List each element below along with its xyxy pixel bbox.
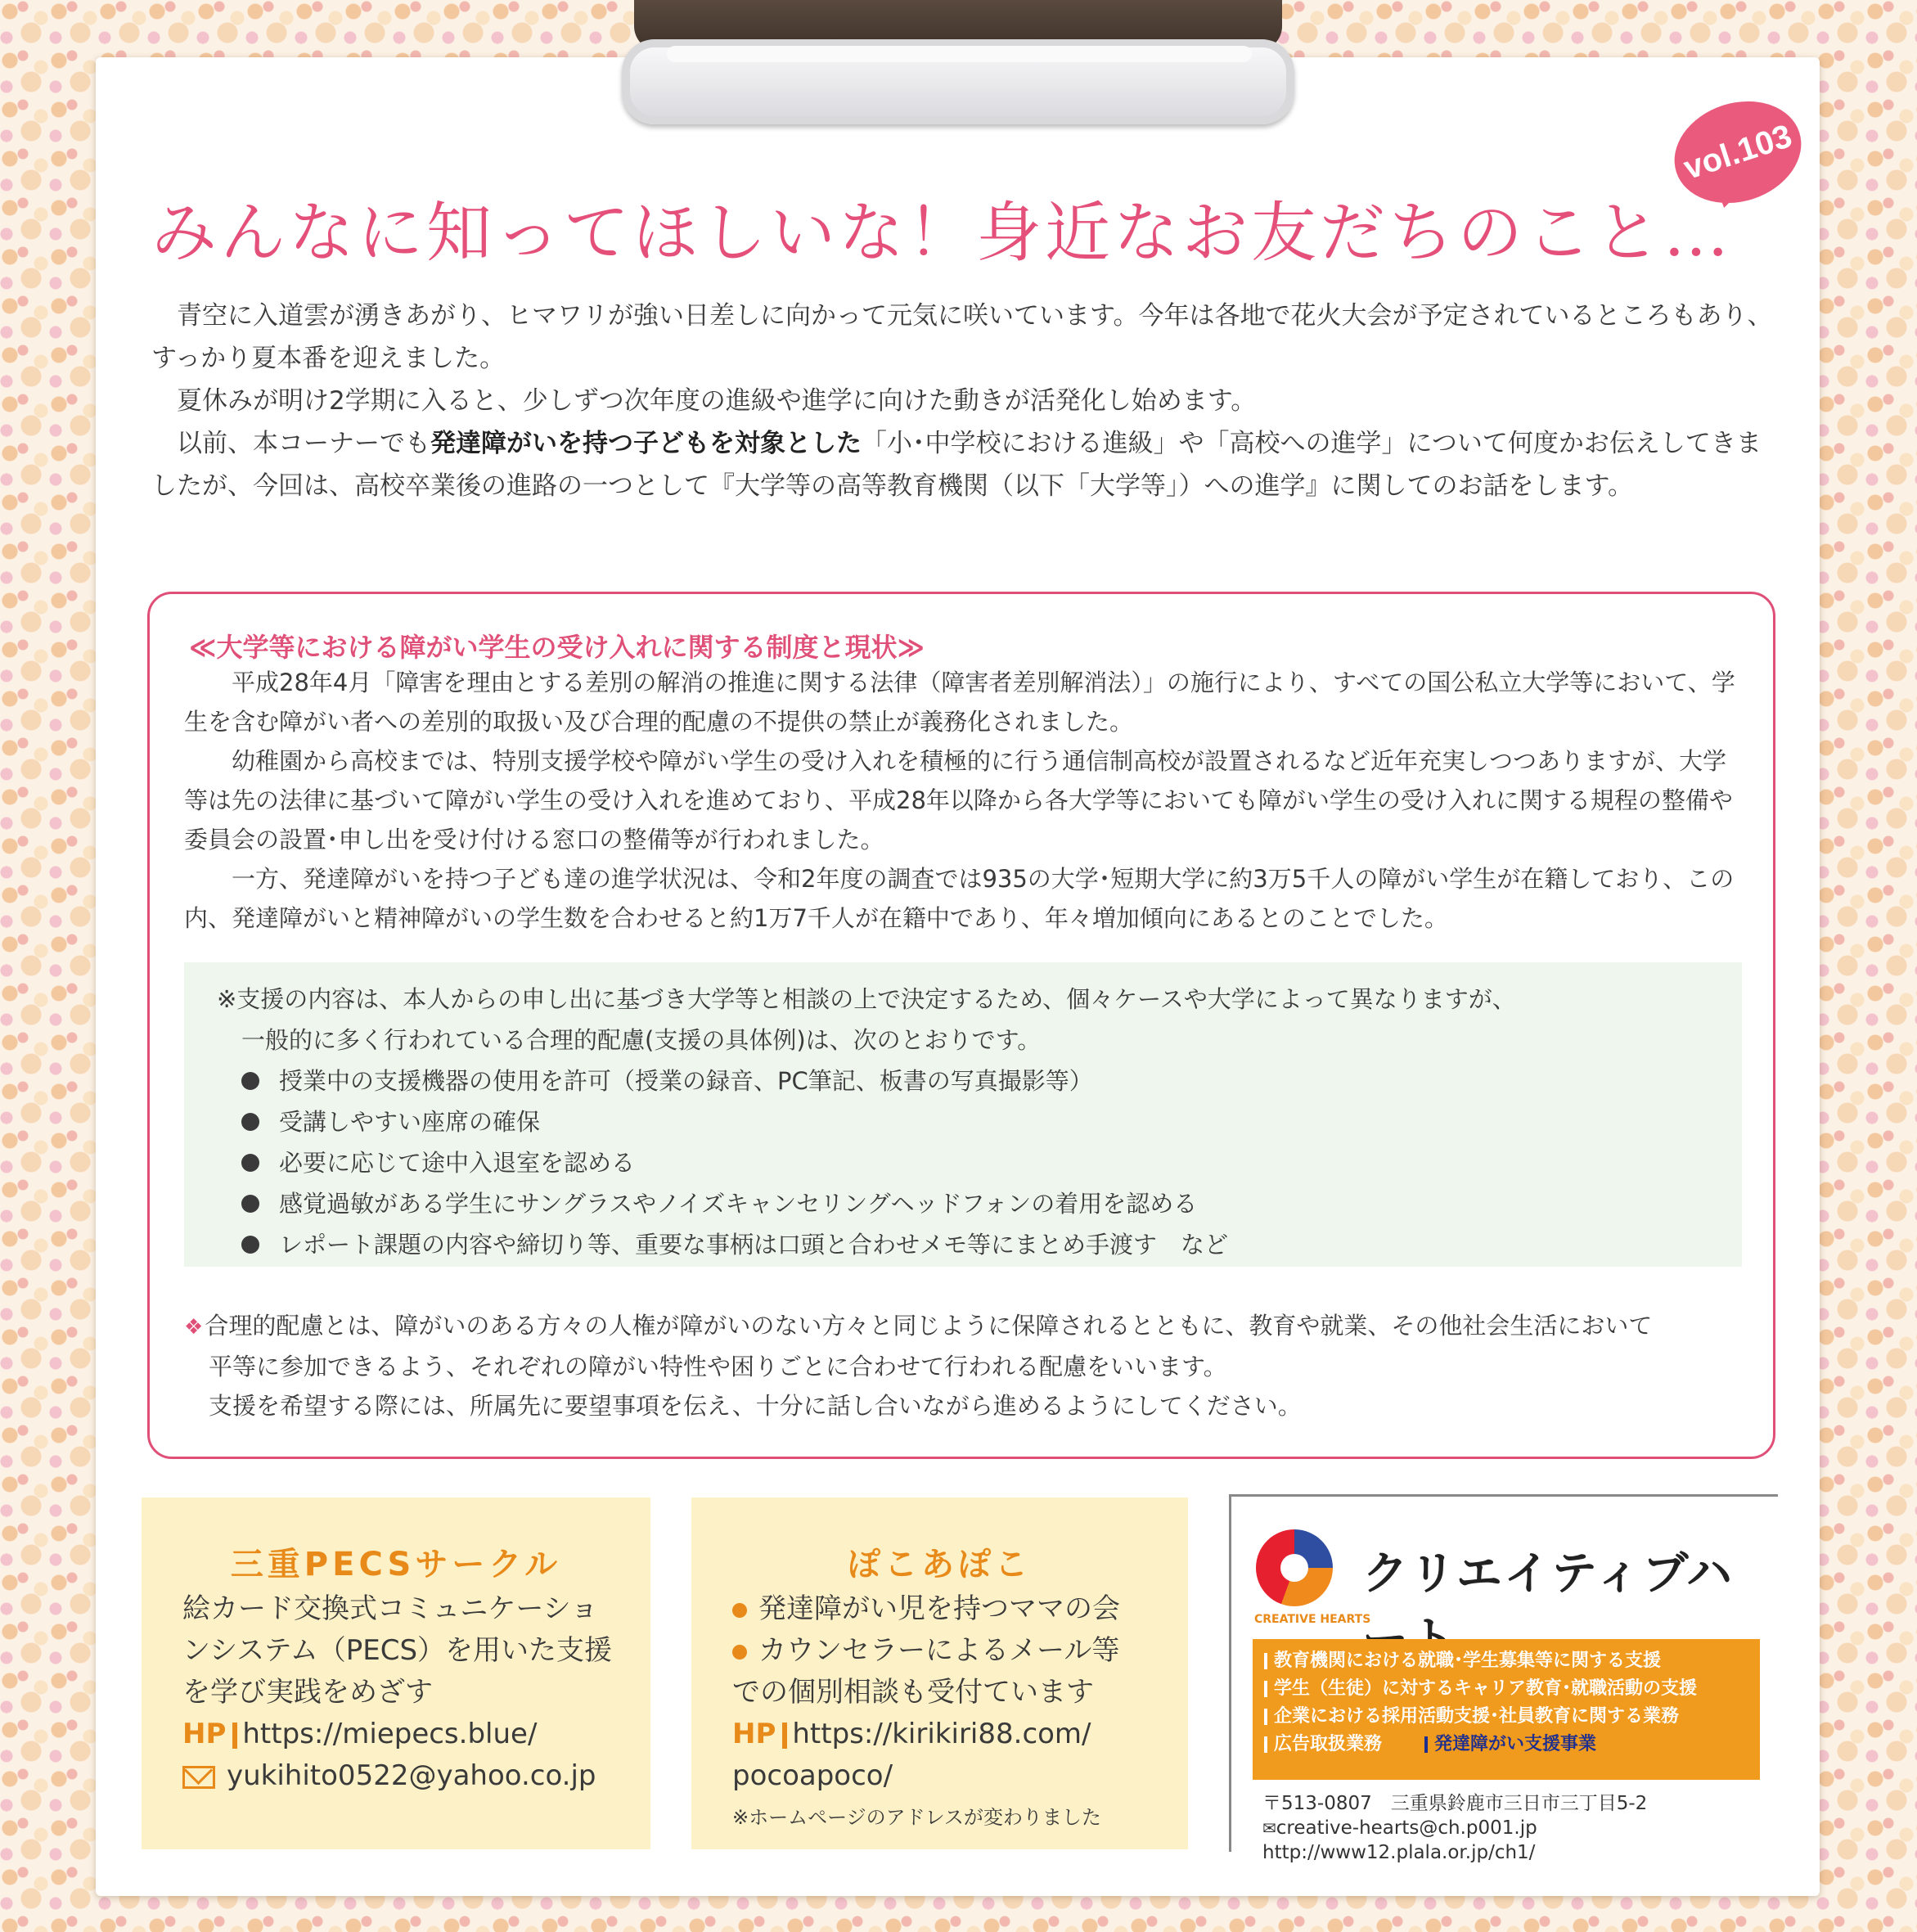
pocoapoco-card	[691, 1497, 1188, 1849]
support-examples-panel	[184, 962, 1742, 1267]
bullet-icon	[241, 1195, 259, 1213]
email-link[interactable]: yukihito0522@yahoo.co.jp	[227, 1759, 596, 1792]
support-note-2: 一般的に多く行われている合理的配慮(支援の具体例)は、次のとおりです。	[241, 1026, 1042, 1054]
bar-icon	[1264, 1681, 1267, 1697]
homepage-line	[182, 1714, 650, 1755]
support-note-1: ※支援の内容は、本人からの申し出に基づき大学等と相談の上で決定するため、個々ケースや大学によって異なりますが、	[217, 985, 1516, 1013]
company-email[interactable]: creative-hearts@ch.p001.jp	[1276, 1817, 1537, 1839]
pecs-circle-card	[142, 1497, 650, 1849]
service-item	[1264, 1675, 1748, 1703]
list-item-text: 授業中の支援機器の使用を許可（授業の録音、PC筆記、板書の写真撮影等）	[279, 1067, 1093, 1095]
service-text: 広告取扱業務	[1274, 1734, 1383, 1754]
company-contact	[1262, 1791, 1647, 1865]
list-item-text: 受講しやすい座席の確保	[279, 1108, 541, 1136]
bar-icon	[1264, 1709, 1267, 1725]
service-item	[1264, 1703, 1748, 1731]
hp-label: HP	[732, 1718, 776, 1750]
card-title: ぽこあぽこ	[848, 1546, 1032, 1583]
hp-label: HP	[182, 1718, 227, 1750]
homepage-link[interactable]: https://kirikiri88.com/	[792, 1718, 1091, 1750]
dot-icon	[732, 1603, 747, 1618]
dot-icon	[732, 1645, 747, 1660]
service-text: 教育機関における就職･学生募集等に関する支援	[1274, 1651, 1662, 1671]
card-bullet-line	[732, 1630, 1188, 1672]
list-item-text: 感覚過敏がある学生にサングラスやノイズキャンセリングヘッドフォンの着用を認める	[279, 1190, 1198, 1218]
company-name: クリエイティブハ	[1362, 1547, 1734, 1601]
homepage-link[interactable]: https://miepecs.blue/	[242, 1718, 538, 1750]
box-paragraph-1: 平成28年4月「障害を理由とする差別の解消の推進に関する法律（障害者差別解消法）」の施行により、すべての国公私立大学等において、学生を含む障がい者への差別的取扱い及び合理的配慮の不提供の禁止が義務化されました。	[184, 669, 1735, 736]
footnote-line-1	[184, 1306, 1742, 1347]
card-line: ンシステム（PECS）を用いた支援	[182, 1634, 613, 1667]
homepage-line	[732, 1714, 1188, 1755]
box-text	[184, 663, 1739, 938]
service-item	[1264, 1647, 1748, 1675]
card-line: 絵カード交換式コミュニケーショ	[182, 1592, 598, 1625]
company-block	[1229, 1494, 1778, 1863]
list-item	[241, 1183, 1709, 1224]
bullet-icon	[241, 1154, 259, 1172]
intro-text	[151, 295, 1780, 507]
volume-badge: vol.103	[1661, 86, 1814, 219]
card-bullet-line	[732, 1588, 1188, 1630]
support-list	[217, 1061, 1709, 1265]
list-item-text: レポート課題の内容や締切り等、重要な事柄は口頭と合わせメモ等にまとめ手渡す など	[279, 1231, 1229, 1259]
service-text: 企業における採用活動支援･社員教育に関する業務	[1274, 1706, 1680, 1727]
card-line: を学び実践をめざす	[182, 1676, 433, 1709]
box-heading: ≪大学等における障がい学生の受け入れに関する制度と現状≫	[189, 632, 925, 663]
service-item	[1264, 1731, 1748, 1759]
bar-icon	[1264, 1736, 1267, 1753]
card-line: 発達障がい児を持つママの会	[758, 1592, 1120, 1625]
bullet-icon	[241, 1236, 259, 1254]
service-text: 発達障がい支援事業	[1434, 1734, 1597, 1754]
intro-p3-bold: 発達障がいを持つ子どもを対象とした	[430, 429, 862, 458]
intro-p3-post: 「小･中学校における進級」や「高校への進学」について何度かお伝えしてきましたが、今回は、高校卒業後の進路の一つとして『大学等の高等教育機関（以下「大学等」）への進学』に関してのお話をします。	[151, 429, 1762, 501]
company-website[interactable]: http://www12.plala.or.jp/ch1/	[1262, 1842, 1536, 1863]
company-logo-icon	[1256, 1529, 1333, 1606]
list-item	[241, 1061, 1709, 1101]
intro-paragraph-1: 青空に入道雲が湧きあがり、ヒマワリが強い日差しに向かって元気に咲いています。今年は各地で花火大会が予定されているところもあり、すっかり夏本番を迎えました。	[151, 301, 1773, 373]
bar-icon	[232, 1723, 237, 1749]
services-panel	[1253, 1639, 1760, 1780]
intro-p3-pre: 以前、本コーナーでも	[177, 429, 430, 458]
company-subname: CREATIVE HEARTS	[1254, 1613, 1371, 1626]
company-email-line	[1262, 1816, 1647, 1840]
clip-highlight	[667, 46, 1252, 62]
bar-icon	[1424, 1736, 1428, 1753]
box-paragraph-2: 幼稚園から高校までは、特別支援学校や障がい学生の受け入れを積極的に行う通信制高校が設置されるなど近年充実しつつありますが、大学等は先の法律に基づいて障がい学生の受け入れを進めており、平成28年以降から各大学等においても障がい学生の受け入れに関する規程の整備や委員会の設置･申し出を受け付ける窓口の整備等が行われました。	[184, 747, 1733, 853]
list-item	[241, 1224, 1709, 1265]
page-title: みんなに知ってほしいな！身近なお友だちのこと…	[151, 195, 1732, 271]
footnote-line-2: 平等に参加できるよう、それぞれの障がい特性や困りごとに合わせて行われる配慮をいいます。	[209, 1353, 1227, 1380]
intro-paragraph-3	[151, 422, 1780, 507]
intro-paragraph-2: 夏休みが明け2学期に入ると、少しずつ次年度の進級や進学に向けた動きが活発化し始めます。	[177, 386, 1257, 416]
box-paragraph-3: 一方、発達障がいを持つ子ども達の進学状況は、令和2年度の調査では935の大学･短期大学に約3万5千人の障がい学生が在籍しており、この内、発達障がいと精神障がいの学生数を合わせると約1万7千人が在籍中であり、年々増加傾向にあるとのことでした。	[184, 865, 1735, 932]
bar-icon	[1264, 1653, 1267, 1669]
card-body	[691, 1588, 1188, 1839]
card-body	[142, 1588, 650, 1797]
footnote-text-1: 合理的配慮とは、障がいのある方々の人権が障がいのない方々と同じように保障されるとともに、教育や就業、その他社会生活において	[205, 1312, 1653, 1340]
mail-icon: ✉	[1262, 1818, 1276, 1838]
homepage-link-cont[interactable]: pocoapoco/	[732, 1759, 893, 1792]
list-item	[241, 1142, 1709, 1183]
email-line	[182, 1755, 650, 1797]
box-footnote	[184, 1306, 1742, 1425]
bullet-icon	[241, 1113, 259, 1131]
bullet-icon	[241, 1072, 259, 1090]
info-box	[147, 592, 1775, 1459]
list-item	[241, 1101, 1709, 1142]
footnote-line-3: 支援を希望する際には、所属先に要望事項を伝え、十分に話し合いながら進めるようにしてください。	[209, 1392, 1302, 1420]
mail-icon	[182, 1766, 215, 1789]
service-text: 学生（生徒）に対するキャリア教育･就職活動の支援	[1274, 1678, 1698, 1699]
diamond-icon: ❖	[184, 1315, 204, 1340]
card-title: 三重PECSサークル	[230, 1546, 562, 1583]
bar-icon	[782, 1723, 787, 1749]
card-line: での個別相談も受付ています	[732, 1676, 1094, 1709]
card-line: カウンセラーによるメール等	[758, 1634, 1120, 1667]
company-address: 〒513-0807 三重県鈴鹿市三日市三丁目5-2	[1262, 1793, 1648, 1814]
address-change-note: ※ホームページのアドレスが変わりました	[732, 1806, 1101, 1829]
list-item-text: 必要に応じて途中入退室を認める	[279, 1149, 636, 1177]
